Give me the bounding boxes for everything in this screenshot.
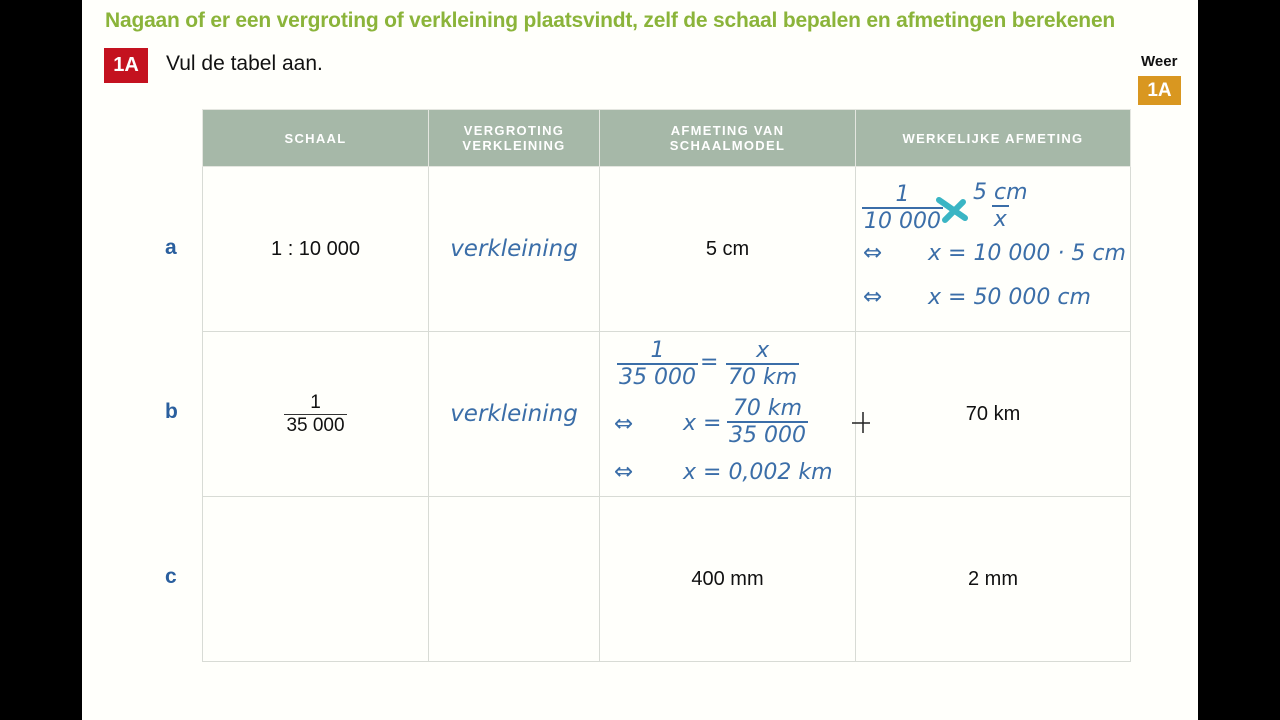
worksheet-page [82,0,1198,720]
work-line-2: x = 10 000 · 5 cm [928,241,1126,266]
crosshair-cursor-icon [852,411,870,433]
cell-a-schaal: 1 : 10 000 [203,167,429,332]
header-werkelijke-afmeting: WERKELIJKE AFMETING [856,110,1131,167]
schaal-fraction: $\frac{1}{35 000}$ [286,391,345,436]
fraction-right: $\frac{x}{70 km}$ [728,338,798,390]
work-line-2-lhs: x = [683,411,722,436]
cell-b-werkelijk: 70 km [856,332,1131,497]
cell-a-model: 5 cm [600,167,856,332]
section-heading: Nagaan of er een vergroting of verkleining plaatsvindt, zelf de schaal bepalen en afmetingen berekenen [105,9,1116,32]
row-label-a: a [165,236,177,259]
row-label-b: b [165,400,178,423]
header-afmeting-schaalmodel: AFMETING VAN SCHAALMODEL [600,110,856,167]
equivalence-arrow-icon: ⇔ [614,411,634,437]
cell-b-schaal [203,332,429,497]
equivalence-arrow-icon: ⇔ [614,459,634,485]
equals-sign: = [700,350,719,375]
row-label-c: c [165,565,177,588]
work-line-3: x = 0,002 km [683,460,833,485]
equivalence-arrow-icon: ⇔ [863,240,883,266]
weer-badge: 1A [1138,76,1181,105]
cell-b-type [429,332,600,497]
exercise-instruction: Vul de tabel aan. [166,52,323,75]
cell-c-werkelijk: 2 mm [856,497,1131,662]
exercise-badge: 1A [104,48,148,83]
weer-label: Weer [1141,53,1178,70]
equivalence-arrow-icon: ⇔ [863,284,883,310]
cell-c-model: 400 mm [600,497,856,662]
handwritten-answer: verkleining [450,236,578,262]
cell-c-type[interactable] [429,497,600,662]
work-line-3: x = 50 000 cm [928,285,1091,310]
header-vergroting-verkleining: VERGROTING VERKLEINING [429,110,600,167]
table-row-c [203,497,1131,662]
work-line-2-fraction: $\frac{70 km}{35 000}$ [729,396,806,448]
handwritten-answer: verkleining [450,401,578,427]
crossed-out-equals-mark [935,194,971,228]
fraction-left: $\frac{1}{10 000}$ [864,182,941,234]
header-schaal: SCHAAL [203,110,429,167]
fraction-left: $\frac{1}{35 000}$ [619,338,696,390]
cell-a-type [429,167,600,332]
fraction-right: $\frac{5 cm}{x}$ [973,180,1028,232]
table-header-row [203,110,1131,167]
cell-c-schaal[interactable] [203,497,429,662]
